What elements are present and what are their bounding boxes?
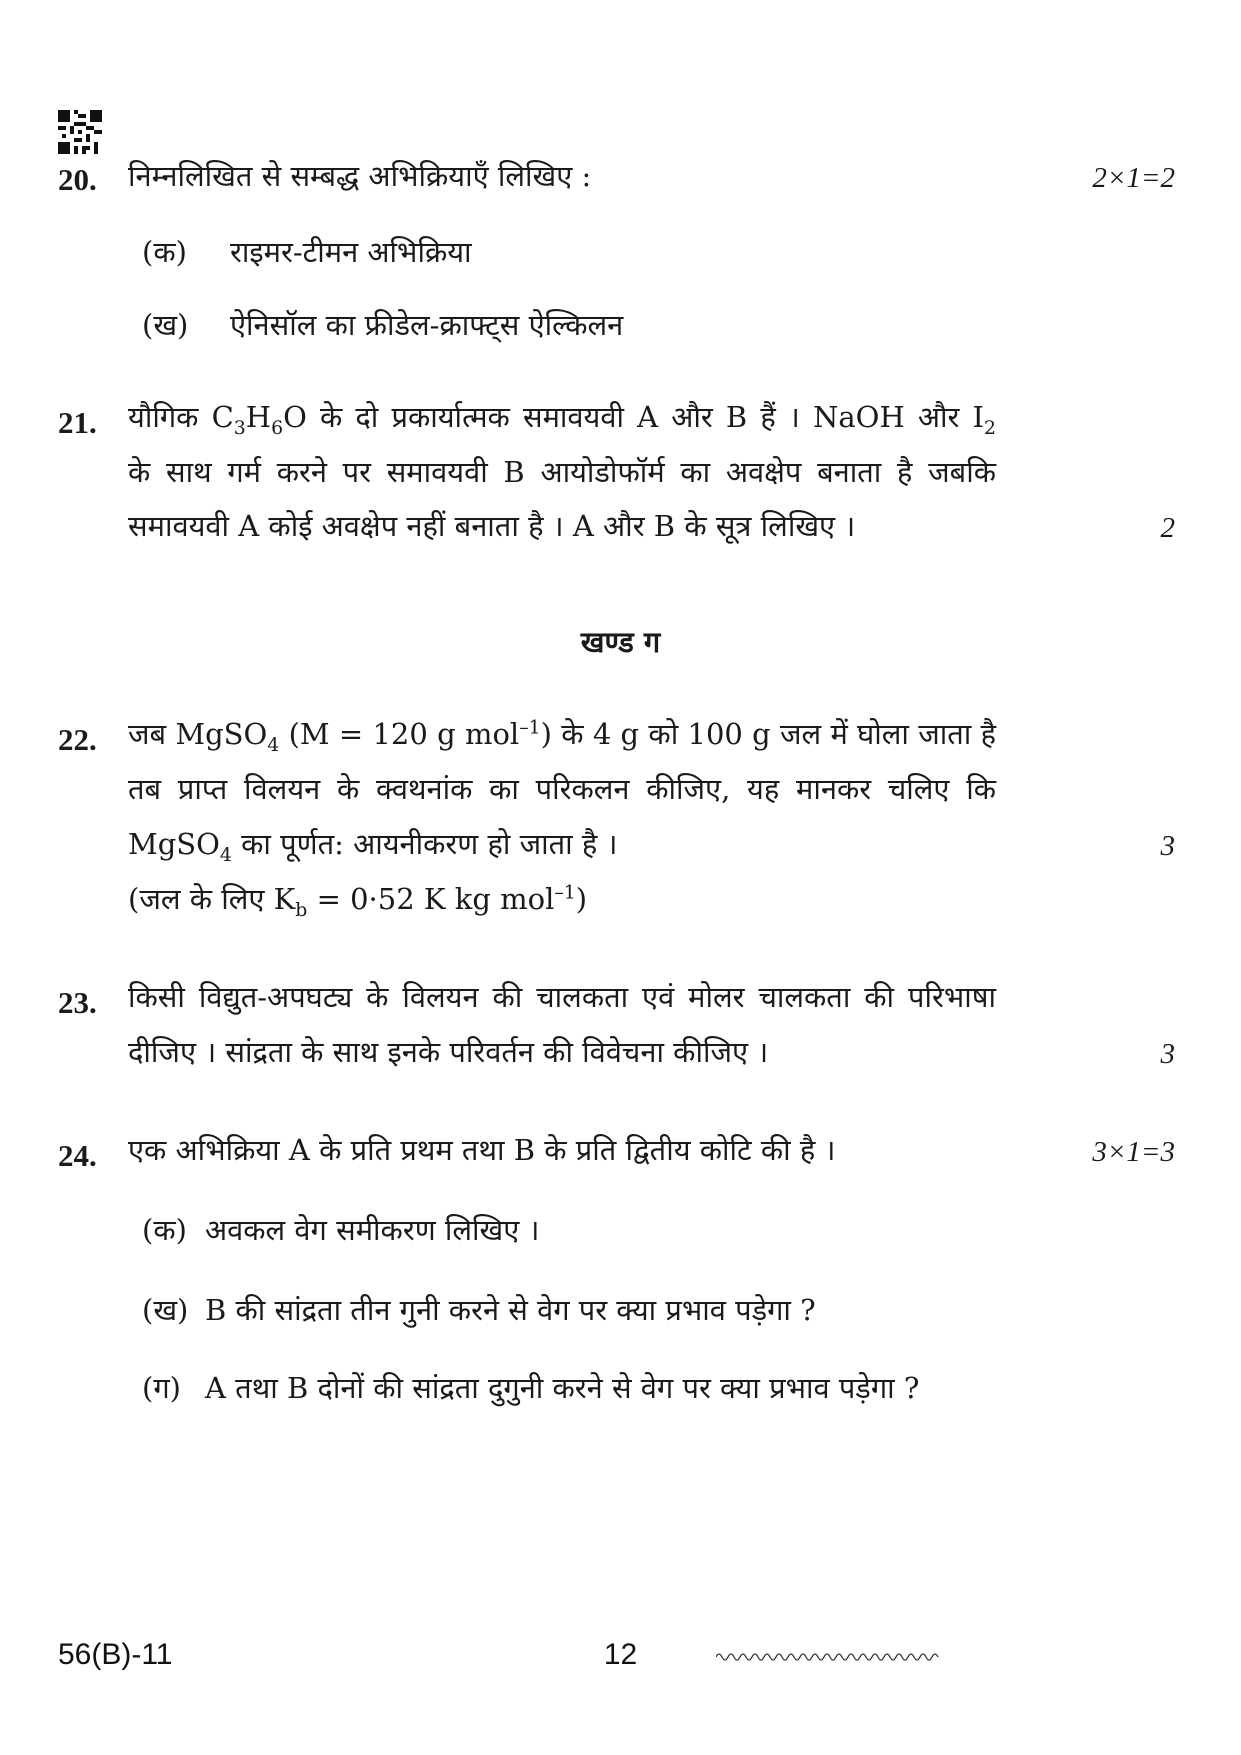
question-line: दीजिए । सांद्रता के साथ इनके परिवर्तन की विवेचना कीजिए । <box>128 1035 769 1069</box>
part-label: (क) <box>142 1213 187 1247</box>
question-line: (जल के लिए $K_b = 0\cdot 52$ K kg mol$^{-1}$) <box>128 882 588 921</box>
question-line: MgSO$_4$ का पूर्णत: आयनीकरण हो जाता है । <box>128 827 618 866</box>
part-text: राइमर-टीमन अभिक्रिया <box>230 235 472 269</box>
part-label: (ख) <box>142 308 189 342</box>
question-line: जब MgSO$_4$ (M = 120 g mol$^{-1}$) के 4 g को 100 g जल में घोला जाता है <box>128 717 996 756</box>
part-text: ऐनिसॉल का फ्रीडेल-क्राफ्ट्स ऐल्किलन <box>230 308 624 342</box>
part-text: B की सांद्रता तीन गुनी करने से वेग पर क्या प्रभाव पड़ेगा ? <box>205 1293 816 1327</box>
part-text: A तथा B दोनों की सांद्रता दुगुनी करने से वेग पर क्या प्रभाव पड़ेगा ? <box>205 1371 920 1405</box>
paper-code: 56(B)-11 <box>58 1638 173 1671</box>
question-number: 22. <box>58 722 97 757</box>
question-line: किसी विद्युत-अपघट्य के विलयन की चालकता एवं मोलर चालकता की परिभाषा <box>128 980 996 1014</box>
question-number: 23. <box>58 985 97 1020</box>
question-text: एक अभिक्रिया A के प्रति प्रथम तथा B के प्रति द्वितीय कोटि की है । <box>128 1133 836 1167</box>
question-text: निम्नलिखित से सम्बद्ध अभिक्रियाएँ लिखिए : <box>128 159 592 193</box>
part-label: (क) <box>142 235 187 269</box>
marks: 2×1=2 <box>1092 162 1175 194</box>
marks: 2 <box>1160 512 1175 544</box>
part-text: अवकल वेग समीकरण लिखिए । <box>205 1213 540 1247</box>
question-line: यौगिक $C_3H_6O$ के दो प्रकार्यात्मक समावयवी A और B हैं । NaOH और $I_2$ <box>128 400 996 439</box>
question-line: के साथ गर्म करने पर समावयवी B आयोडोफॉर्म का अवक्षेप बनाता है जबकि <box>128 455 996 489</box>
marks: 3 <box>1160 1038 1175 1070</box>
page-number: 12 <box>603 1638 638 1671</box>
qr-code-icon <box>58 110 102 154</box>
question-line: समावयवी A कोई अवक्षेप नहीं बनाता है । A और B के सूत्र लिखिए । <box>128 509 856 543</box>
section-title: खण्ड ग <box>580 625 661 659</box>
marks: 3×1=3 <box>1092 1136 1175 1168</box>
part-label: (ग) <box>142 1371 181 1405</box>
question-number: 24. <box>58 1138 97 1173</box>
marks: 3 <box>1160 830 1175 862</box>
question-number: 20. <box>58 162 97 197</box>
question-line: तब प्राप्त विलयन के क्वथनांक का परिकलन कीजिए, यह मानकर चलिए कि <box>128 772 996 806</box>
question-number: 21. <box>58 405 97 440</box>
part-label: (ख) <box>142 1293 189 1327</box>
wavy-line-decoration <box>716 1650 940 1664</box>
